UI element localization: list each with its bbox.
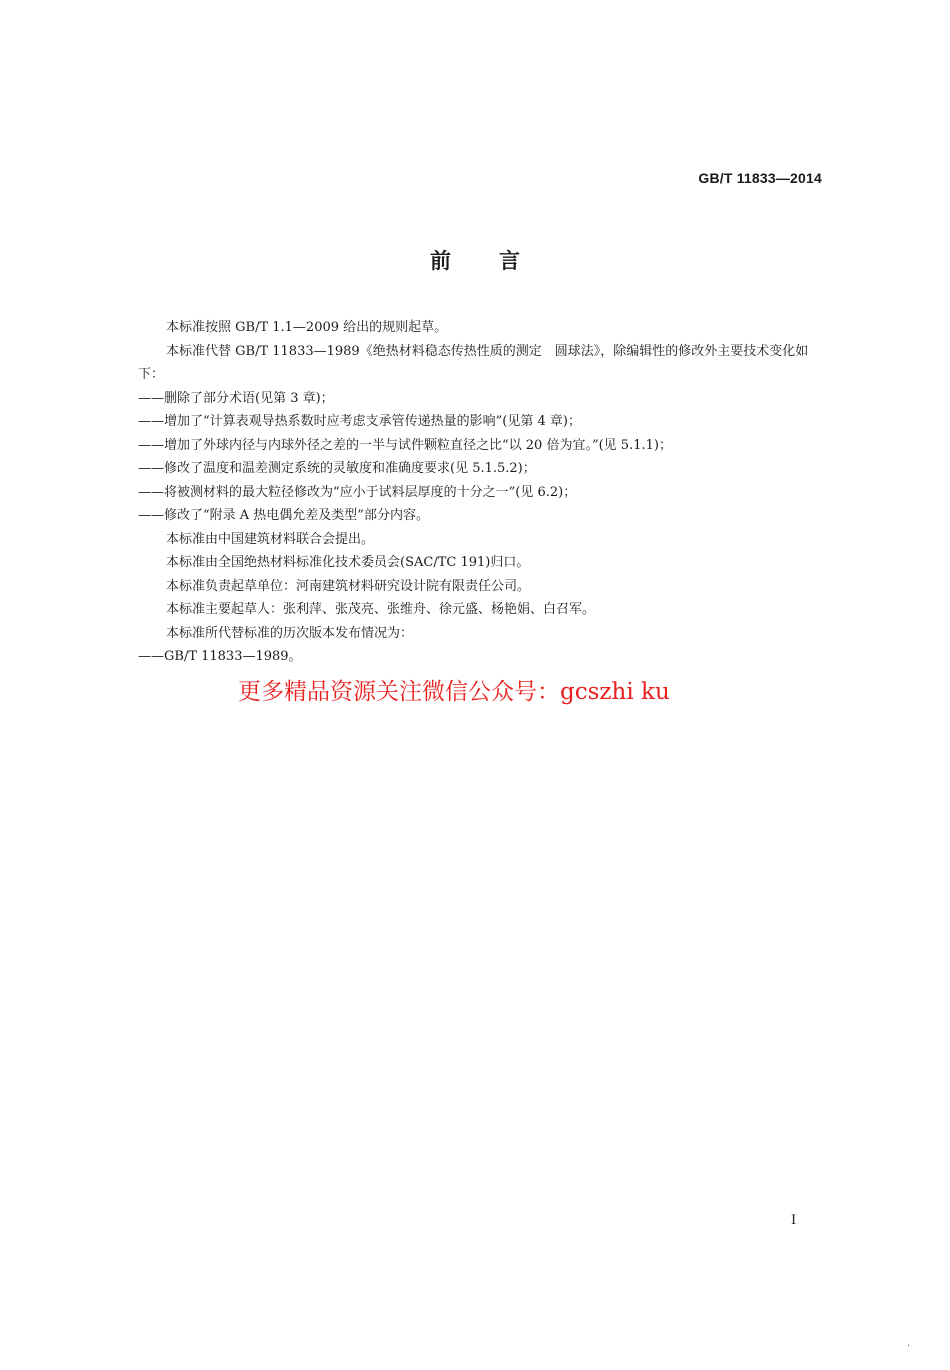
paragraph-history-intro: 本标准所代替标准的历次版本发布情况为： <box>166 625 414 641</box>
history-item: ——GB/T 11833—1989。 <box>138 649 302 664</box>
watermark-promo-text: 更多精品资源关注微信公众号：gcszhi ku <box>238 679 670 705</box>
change-item: ——修改了温度和温差测定系统的灵敏度和准确度要求(见 5.1.5.2)； <box>138 461 536 476</box>
paragraph-committee: 本标准由全国绝热材料标准化技术委员会(SAC/TC 191)归口。 <box>166 555 530 570</box>
paragraph-replacement: 本标准代替 GB/T 11833—1989《绝热材料稳态传热性质的测定 圆球法》，除编辑性的修改外主要技术变化如下： <box>138 343 809 382</box>
page-number: I <box>791 1213 797 1228</box>
change-item: ——修改了“附录 A 热电偶允差及类型”部分内容。 <box>138 508 429 523</box>
document-body <box>138 316 828 669</box>
paragraph-drafting-unit: 本标准负责起草单位：河南建筑材料研究设计院有限责任公司。 <box>166 578 531 594</box>
standard-code: GB/T 11833—2014 <box>698 170 822 186</box>
change-item: ——增加了“计算表观导热系数时应考虑支承管传递热量的影响”(见第 4 章)； <box>138 414 581 429</box>
change-item: ——将被测材料的最大粒径修改为“应小于试料层厚度的十分之一”(见 6.2)； <box>138 484 577 500</box>
page-title: 前言 <box>430 249 568 273</box>
paragraph-proposer: 本标准由中国建筑材料联合会提出。 <box>166 531 375 547</box>
change-item: ——删除了部分术语(见第 3 章)； <box>138 390 334 406</box>
change-item: ——增加了外球内径与内球外径之差的一半与试件颗粒直径之比“以 20 倍为宜。”(见 5.1.1)； <box>138 437 672 453</box>
paragraph-drafters: 本标准主要起草人：张利萍、张茂亮、张维舟、徐元盛、杨艳娟、白召军。 <box>166 602 596 617</box>
corner-mark: . <box>907 1338 911 1349</box>
paragraph-drafting-rules: 本标准按照 GB/T 1.1—2009 给出的规则起草。 <box>166 320 448 335</box>
